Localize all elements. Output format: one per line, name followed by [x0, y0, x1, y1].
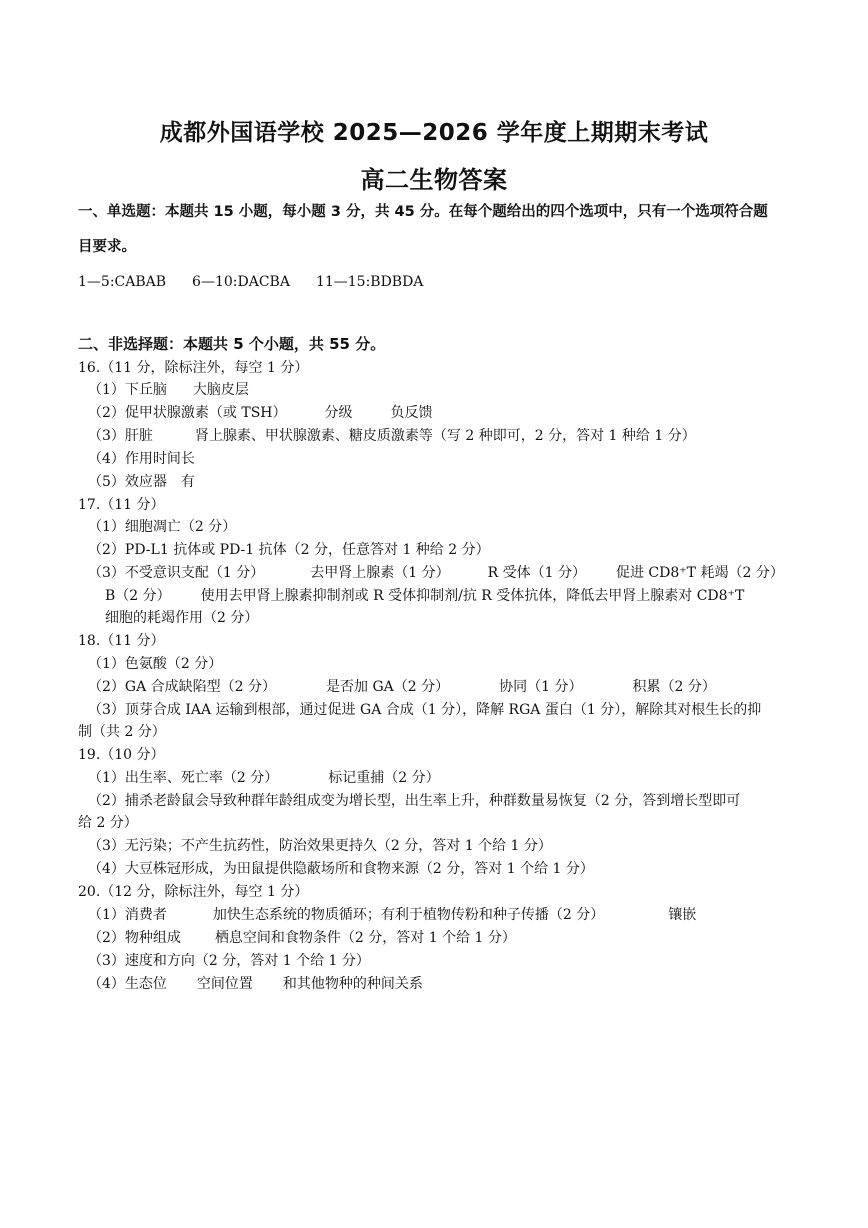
q16-answer-3 — [88, 427, 696, 445]
question-19-head: 19.（10 分） — [78, 747, 165, 763]
q16-answer-4: （4）作用时间长 — [88, 451, 195, 467]
answer-text: 标记重捕（2 分） — [328, 770, 440, 786]
answer-text: （1）下丘脑 — [88, 382, 167, 398]
q18-answer-1: （1）色氨酸（2 分） — [88, 656, 223, 672]
answer-text: （1）出生率、死亡率（2 分） — [88, 770, 279, 786]
q17-answer-2: （2）PD-L1 抗体或 PD-1 抗体（2 分，任意答对 1 种给 2 分） — [88, 542, 490, 558]
answer-text: 镶嵌 — [668, 907, 697, 923]
answer-text: 空间位置 — [196, 976, 253, 992]
answer-text: 去甲肾上腺素（1 分） — [310, 565, 450, 581]
page-subtitle: 高二生物答案 — [360, 166, 508, 194]
q20-answer-3: （3）速度和方向（2 分，答对 1 个给 1 分） — [88, 953, 370, 969]
q20-answer-4 — [88, 975, 423, 993]
answer-text: 大脑皮层 — [192, 382, 249, 398]
answer-text: B（2 分） — [105, 588, 171, 604]
q18-answer-2 — [88, 678, 716, 696]
q19-answer-1 — [88, 769, 440, 787]
q17-answer-3 — [88, 564, 784, 582]
q19-answer-3: （3）无污染；不产生抗药性，防治效果更持久（2 分，答对 1 个给 1 分） — [88, 838, 552, 854]
q16-answer-5 — [88, 473, 195, 491]
answer-text: （4）生态位 — [88, 976, 167, 992]
answer-text: 分级 — [324, 405, 353, 421]
answer-text: 肾上腺素、甲状腺激素、糖皮质激素等（写 2 种即可，2 分，答对 1 种给 1 分） — [194, 428, 696, 444]
question-16-head: 16.（11 分，除标注外，每空 1 分） — [78, 360, 309, 376]
answer-text: 栖息空间和食物条件（2 分，答对 1 个给 1 分） — [214, 930, 516, 946]
q17-answer-3-cont — [105, 587, 744, 605]
answer-text: （3）不受意识支配（1 分） — [88, 565, 265, 581]
mc-answers — [78, 273, 449, 291]
answer-text: （1）消费者 — [88, 907, 167, 923]
question-18-head: 18.（11 分） — [78, 633, 165, 649]
answer-text: 加快生态系统的物质循环；有利于植物传粉和种子传播（2 分） — [212, 907, 605, 923]
q18-answer-3: （3）顶芽合成 IAA 运输到根部，通过促进 GA 合成（1 分），降解 RGA 蛋白（1 分），解除其对根生长的抑 — [88, 702, 762, 718]
mc-answer-group: 1—5:CABAB — [78, 274, 167, 290]
answer-text: （5）效应器 — [88, 474, 167, 490]
answer-text: R 受体（1 分） — [487, 565, 586, 581]
q17-answer-1: （1）细胞凋亡（2 分） — [88, 519, 237, 535]
section1-heading-cont: 目要求。 — [78, 239, 136, 255]
page-title: 成都外国语学校 2025—2026 学年度上期期末考试 — [159, 120, 709, 146]
q20-answer-2 — [88, 929, 516, 947]
mc-answer-group: 11—15:BDBDA — [315, 274, 424, 290]
answer-text: 协同（1 分） — [499, 679, 583, 695]
section2-heading: 二、非选择题：本题共 5 个小题，共 55 分。 — [78, 335, 386, 353]
mc-answer-group: 6—10:DACBA — [192, 274, 290, 290]
answer-text: 有 — [180, 474, 195, 490]
q17-answer-3-cont2: 细胞的耗竭作用（2 分） — [105, 610, 259, 626]
section1-heading: 一、单选题：本题共 15 小题，每小题 3 分，共 45 分。在每个题给出的四个选项中，只有一个选项符合题 — [78, 204, 768, 220]
q18-answer-3-cont: 制（共 2 分） — [78, 724, 166, 740]
q19-answer-2: （2）捕杀老龄鼠会导致种群年龄组成变为增长型，出生率上升，种群数量易恢复（2 分，答到增长型即可 — [88, 793, 741, 809]
q19-answer-4: （4）大豆株冠形成，为田鼠提供隐蔽场所和食物来源（2 分，答对 1 个给 1 分） — [88, 861, 594, 877]
q16-answer-2 — [88, 404, 433, 422]
q19-answer-2-cont: 给 2 分） — [78, 815, 138, 831]
question-20-head: 20.（12 分，除标注外，每空 1 分） — [78, 884, 309, 900]
answer-text: 促进 CD8⁺T 耗竭（2 分） — [615, 565, 784, 581]
answer-text: 是否加 GA（2 分） — [326, 679, 450, 695]
answer-text: 负反馈 — [390, 405, 433, 421]
answer-text: （3）肝脏 — [88, 428, 153, 444]
answer-text: 使用去甲肾上腺素抑制剂或 R 受体抑制剂/抗 R 受体抗体，降低去甲肾上腺素对 CD8⁺T — [200, 588, 745, 604]
question-17-head: 17.（11 分） — [78, 497, 165, 513]
q20-answer-1 — [88, 906, 696, 924]
answer-text: （2）物种组成 — [88, 930, 181, 946]
answer-text: （2）GA 合成缺陷型（2 分） — [88, 679, 277, 695]
answer-text: （2）促甲状腺激素（或 TSH） — [88, 405, 287, 421]
q16-answer-1 — [88, 381, 249, 399]
answer-text: 积累（2 分） — [632, 679, 716, 695]
answer-text: 和其他物种的种间关系 — [282, 976, 423, 992]
